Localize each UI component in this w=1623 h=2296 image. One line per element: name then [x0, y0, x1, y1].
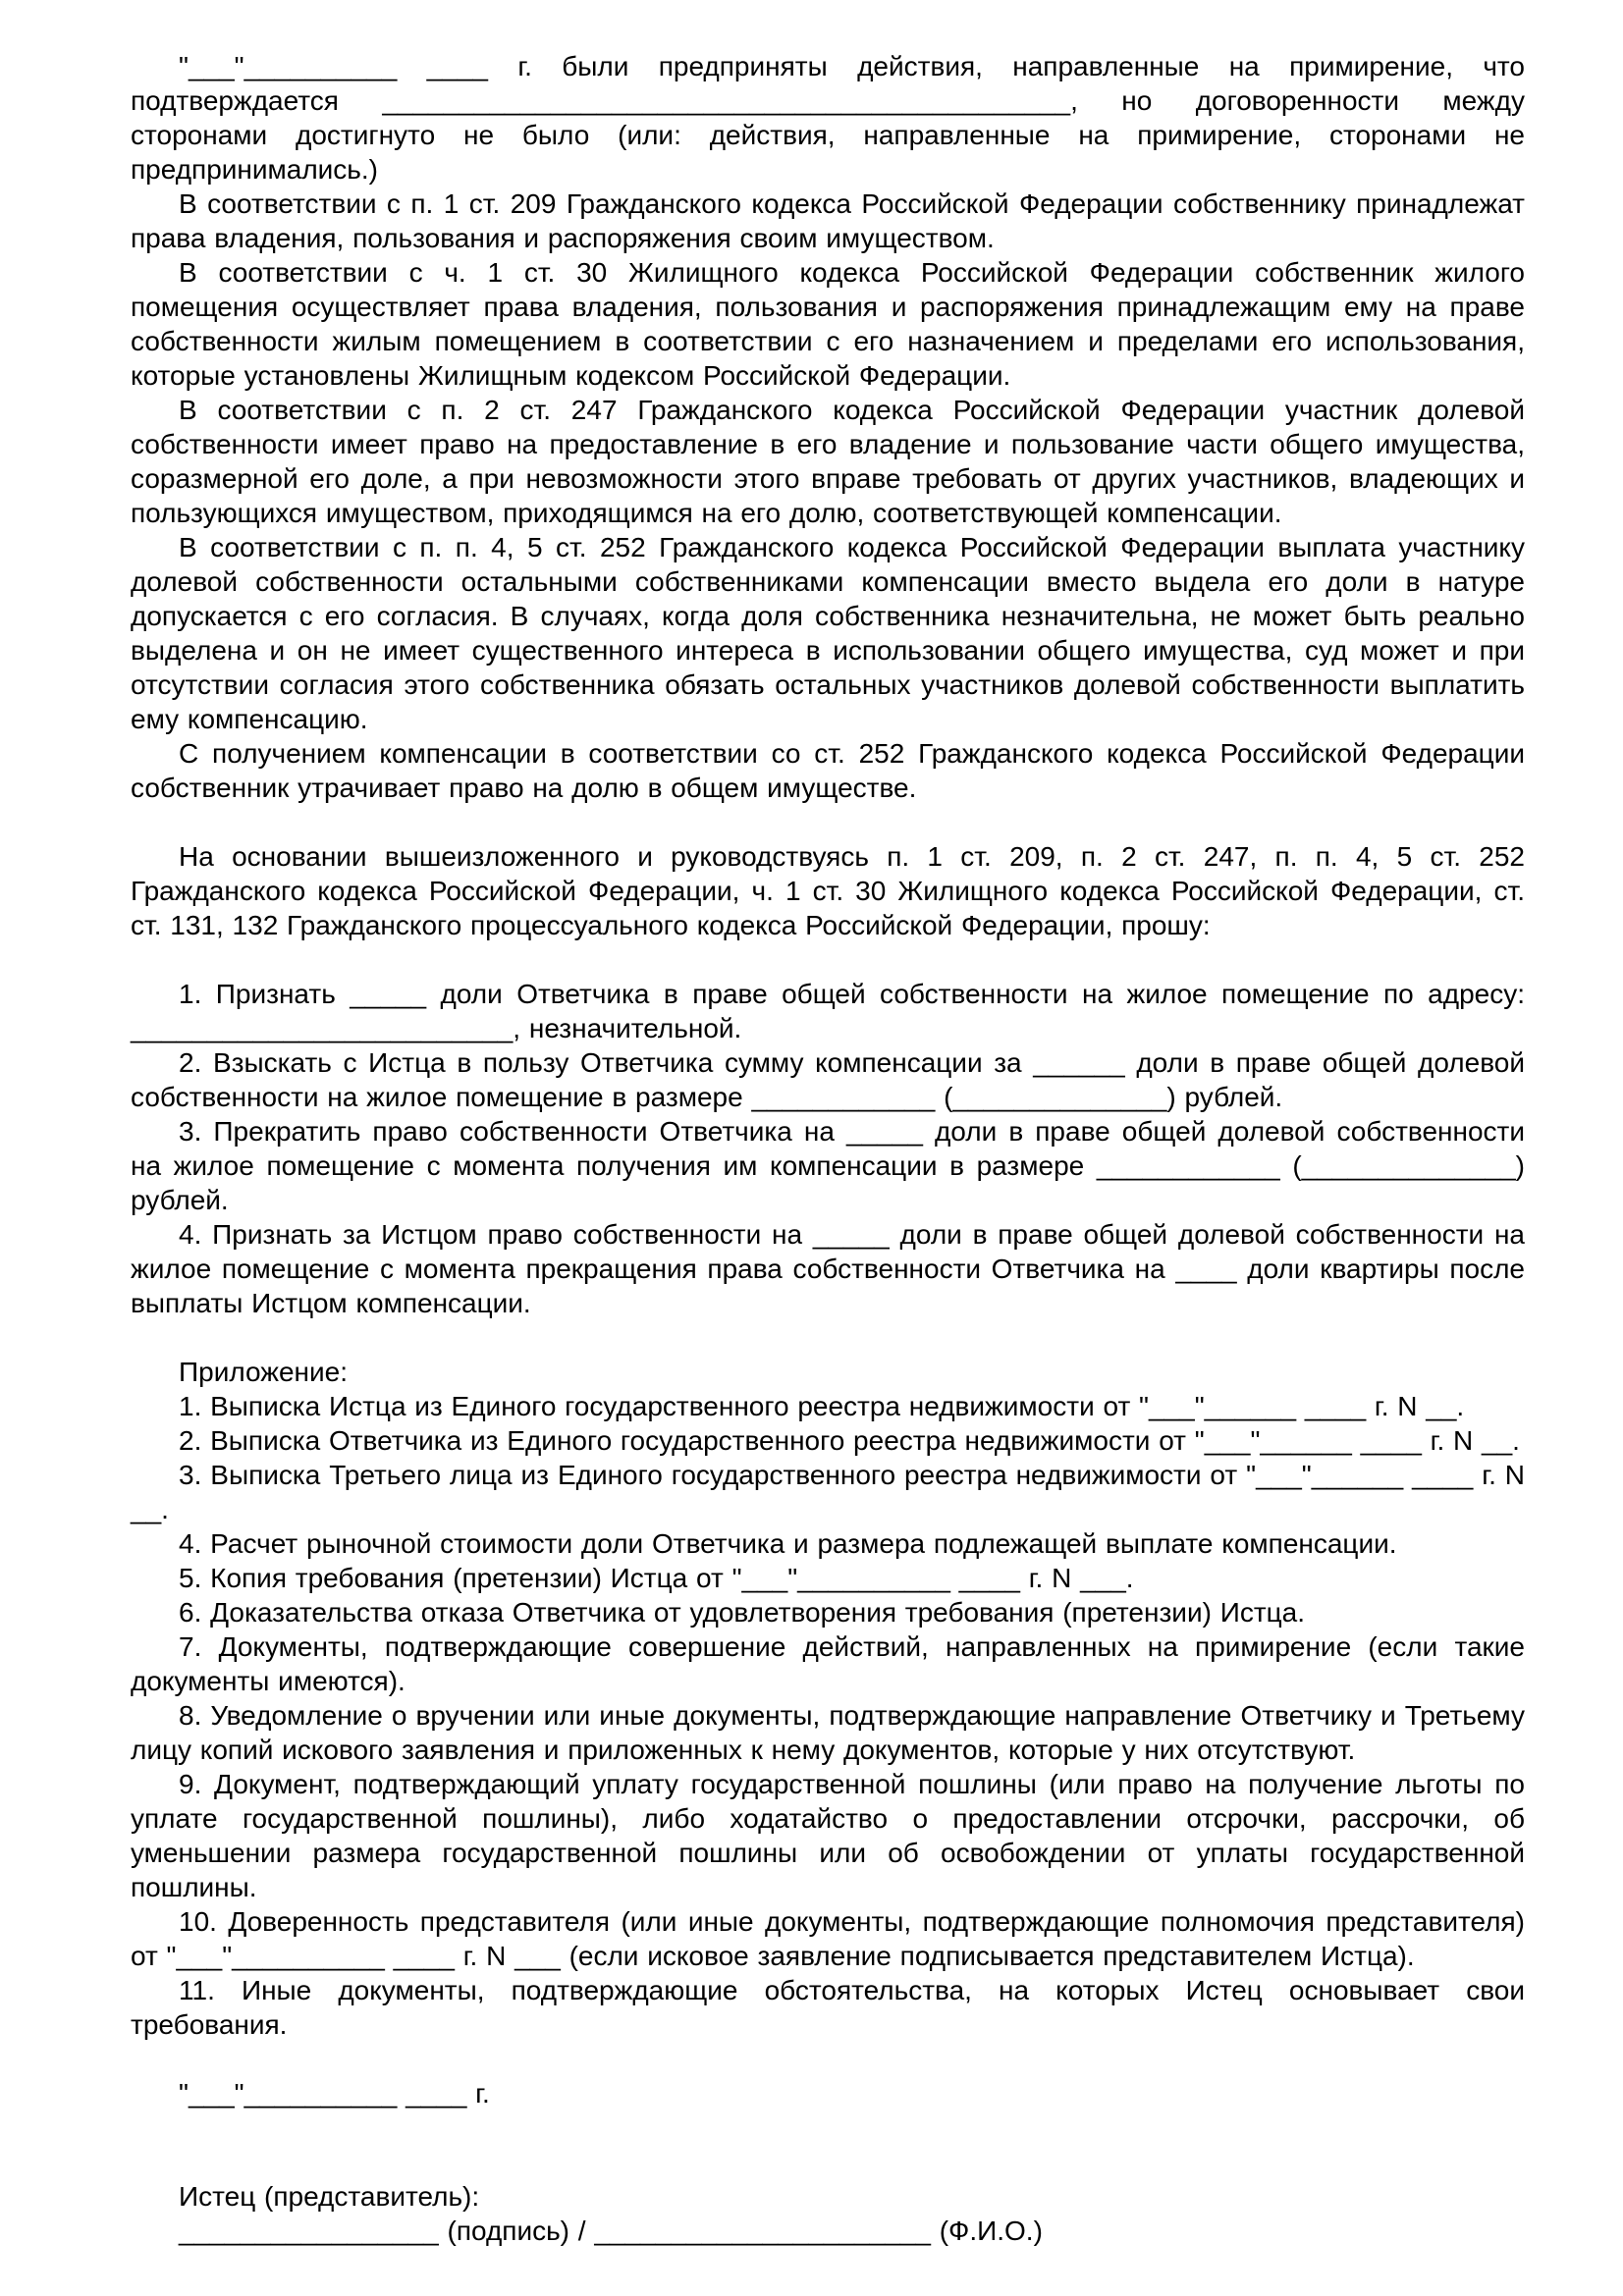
attachment-item-2: 2. Выписка Ответчика из Единого государственного реестра недвижимости от "___"______ ____ г. N __. — [179, 1425, 1520, 1456]
attachment-item-3: 3. Выписка Третьего лица из Единого государственного реестра недвижимости от "___"______ ____ г. N __. — [131, 1460, 1525, 1524]
signature-line: _________________ (подпись) / ______________________ (Ф.И.О.) — [179, 2216, 1043, 2246]
document-body — [131, 49, 1525, 2248]
paragraph-zhk-rf-30: В соответствии с ч. 1 ст. 30 Жилищного кодекса Российской Федерации собственник жилого помещения осуществляет права владения, пользования и распоряжения принадлежащим ему на праве собственности жилым помещением в соответствии с его назначением и пределами его использования, которые установлены Жилищным кодексом Российской Федерации. — [131, 257, 1525, 391]
date-line: "___"__________ ____ г. — [179, 2078, 490, 2109]
signer-label: Истец (представитель): — [179, 2181, 480, 2212]
attachment-item-6: 6. Доказательства отказа Ответчика от удовлетворения требования (претензии) Истца. — [179, 1597, 1306, 1628]
claim-item-4: 4. Признать за Истцом право собственности на _____ доли в праве общей долевой собственности на жилое помещение с момента прекращения права собственности Ответчика на ____ доли квартиры после выплаты Истцом компенсации. — [131, 1219, 1525, 1318]
paragraph-gk-rf-209: В соответствии с п. 1 ст. 209 Гражданского кодекса Российской Федерации собственнику принадлежат права владения, пользования и распоряжения своим имуществом. — [131, 188, 1525, 253]
attachment-item-4: 4. Расчет рыночной стоимости доли Ответчика и размера подлежащей выплате компенсации. — [179, 1528, 1397, 1559]
attachment-item-10: 10. Доверенность представителя (или иные документы, подтверждающие полномочия представителя) от "___"__________ ____ г. N ___ (если исковое заявление подписывается представителем Истца). — [131, 1906, 1525, 1971]
attachment-item-7: 7. Документы, подтверждающие совершение действий, направленных на примирение (если такие документы имеются). — [131, 1631, 1525, 1696]
paragraph-compensation-effect: С получением компенсации в соответствии со ст. 252 Гражданского кодекса Российской Федерации собственник утрачивает право на долю в общем имуществе. — [131, 738, 1525, 803]
attachment-item-11: 11. Иные документы, подтверждающие обстоятельства, на которых Истец основывает свои требования. — [131, 1975, 1525, 2040]
attachments-title: Приложение: — [179, 1357, 349, 1387]
paragraph-gk-rf-247: В соответствии с п. 2 ст. 247 Гражданского кодекса Российской Федерации участник долевой собственности имеет право на предоставление в его владение и пользование части общего имущества, соразмерной его доле, а при невозможности этого вправе требовать от других участников, владеющих и пользующихся имуществом, приходящимся на его долю, соответствующей компенсации. — [131, 395, 1525, 528]
claim-item-1: 1. Признать _____ доли Ответчика в праве общей собственности на жилое помещение по адресу: _________________________, незначительной. — [131, 979, 1525, 1043]
attachment-item-5: 5. Копия требования (претензии) Истца от "___"__________ ____ г. N ___. — [179, 1563, 1134, 1593]
attachment-item-8: 8. Уведомление о вручении или иные документы, подтверждающие направление Ответчику и Третьему лицу копий искового заявления и приложенных к нему документов, которые у них отсутствуют. — [131, 1700, 1525, 1765]
claim-item-2: 2. Взыскать с Истца в пользу Ответчика сумму компенсации за ______ доли в праве общей долевой собственности на жилое помещение в размере ____________ (______________) рублей. — [131, 1047, 1525, 1112]
paragraph-gk-rf-252: В соответствии с п. п. 4, 5 ст. 252 Гражданского кодекса Российской Федерации выплата участнику долевой собственности остальными собственниками компенсации вместо выдела его доли в натуре допускается с его согласия. В случаях, когда доля собственника незначительна, не может быть реально выделена и он не имеет существенного интереса в использовании общего имущества, суд может и при отсутствии согласия этого собственника обязать остальных участников долевой собственности выплатить ему компенсацию. — [131, 532, 1525, 734]
paragraph-legal-basis-request: На основании вышеизложенного и руководствуясь п. 1 ст. 209, п. 2 ст. 247, п. п. 4, 5 ст. 252 Гражданского кодекса Российской Федерации, ч. 1 ст. 30 Жилищного кодекса Российской Федерации, ст. ст. 131, 132 Гражданского процессуального кодекса Российской Федерации, прошу: — [131, 841, 1525, 940]
paragraph-reconciliation-actions: "___"__________ ____ г. были предприняты действия, направленные на примирение, что подтверждается _____________________________________________, но договоренности между сторонами достигнуто не было (или: действия, направленные на примирение, сторонами не предпринимались.) — [131, 51, 1525, 185]
attachment-item-9: 9. Документ, подтверждающий уплату государственной пошлины (или право на получение льготы по уплате государственной пошлины), либо ходатайство о предоставлении отсрочки, рассрочки, об уменьшении размера государственной пошлины или об освобождении от уплаты государственной пошлины. — [131, 1769, 1525, 1902]
attachment-item-1: 1. Выписка Истца из Единого государственного реестра недвижимости от "___"______ ____ г. N __. — [179, 1391, 1465, 1421]
claim-item-3: 3. Прекратить право собственности Ответчика на _____ доли в праве общей долевой собственности на жилое помещение с момента получения им компенсации в размере ____________ (______________) рублей. — [131, 1116, 1525, 1215]
